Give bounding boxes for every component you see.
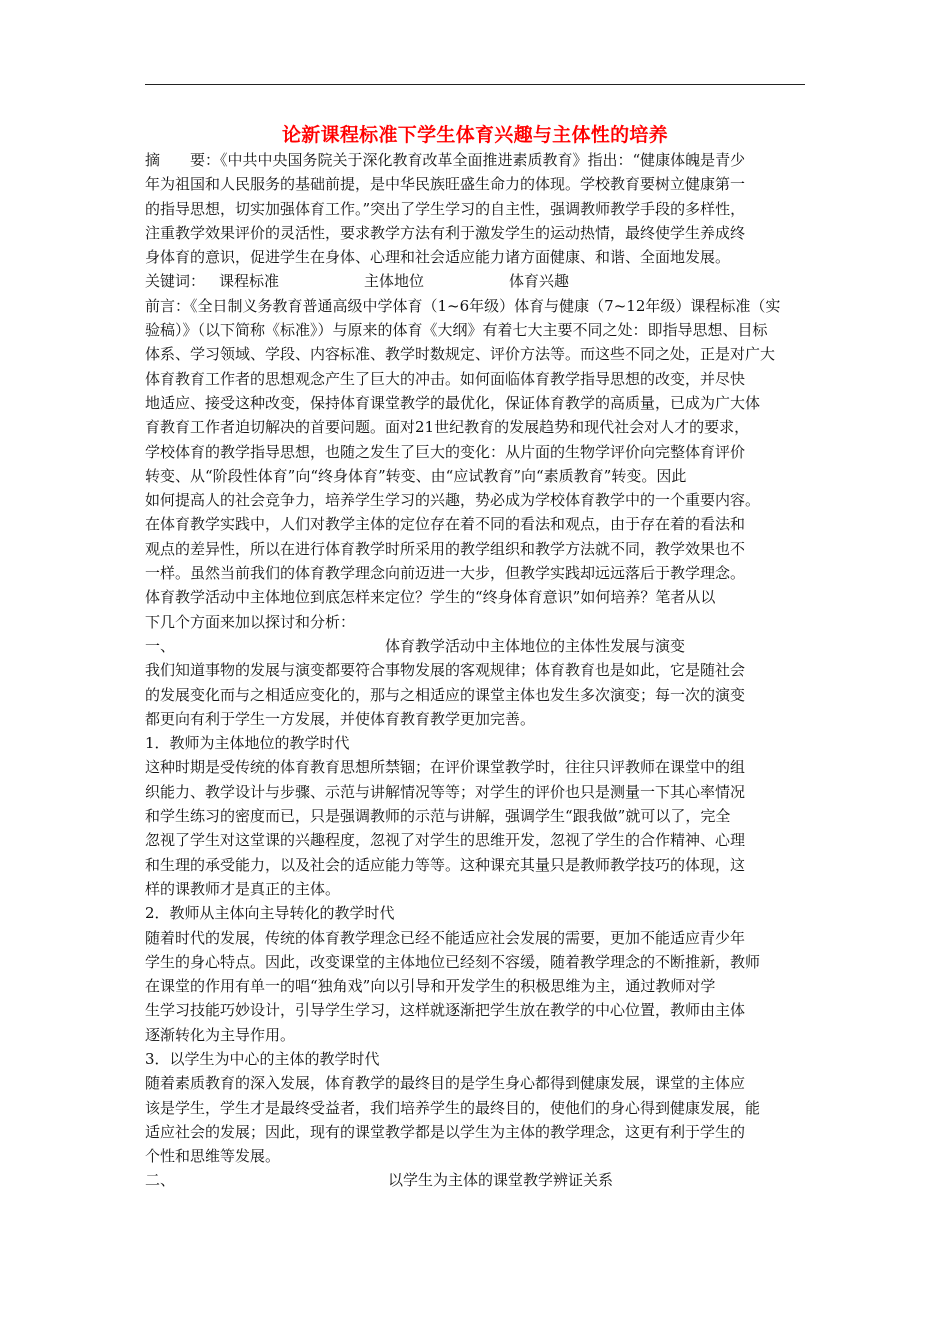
preface-line: 下几个方面来加以探讨和分析： <box>145 612 356 631</box>
section-number: 一、 <box>145 636 176 655</box>
subsection-1-heading: 1．教师为主体地位的教学时代 <box>145 734 350 753</box>
paragraph-line: 的发展变化而与之相适应变化的，那与之相适应的课堂主体也发生多次演变；每一次的演变 <box>145 685 746 704</box>
abstract-line: 摘 要：《中共中央国务院关于深化教育改革全面推进素质教育》指出：“健康体魄是青少 <box>145 151 746 169</box>
keyword-item: 课程标准 <box>219 272 280 291</box>
preface-line: 转变、从“阶段性体育”向“终身体育”转变、由“应试教育”向“素质教育”转变。因此 <box>145 466 687 485</box>
keywords-label: 关键词： <box>145 272 206 291</box>
header-rule <box>145 84 805 85</box>
abstract <box>145 148 811 269</box>
paragraph-line: 随着素质教育的深入发展，体育教学的最终目的是学生身心都得到健康发展，课堂的主体应 <box>145 1074 746 1093</box>
preface-line: 学校体育的教学指导思想，也随之发生了巨大的变化：从片面的生物学评价向完整体育评价 <box>145 442 746 461</box>
abstract-line: 注重教学效果评价的灵活性，要求教学方法有利于激发学生的运动热情，最终使学生养成终 <box>145 223 746 242</box>
preface-line: 体系、学习领域、学段、内容标准、教学时数规定、评价方法等。而这些不同之处，正是对广大 <box>145 345 776 364</box>
abstract-line: 年为祖国和人民服务的基础前提，是中华民族旺盛生命力的体现。学校教育要树立健康第一 <box>145 175 746 194</box>
preface-line: 体育教育工作者的思想观念产生了巨大的冲击。如何面临体育教学指导思想的改变，并尽快 <box>145 369 746 388</box>
section-1-heading <box>145 634 811 658</box>
preface-line: 验稿）》（以下简称《标准》）与原来的体育《大纲》有着七大主要不同之处：即指导思想、目标 <box>145 321 768 340</box>
paragraph-line: 忽视了学生对这堂课的兴趣程度，忽视了对学生的思维开发，忽视了学生的合作精神、心理 <box>145 831 746 850</box>
paragraph-line: 我们知道事物的发展与演变都要符合事物发展的客观规律；体育教育也是如此，它是随社会 <box>145 661 746 680</box>
abstract-line: 身体育的意识，促进学生在身体、心理和社会适应能力诸方面健康、和谐、全面地发展。 <box>145 248 731 267</box>
subsection-3-heading: 3．以学生为中心的主体的教学时代 <box>145 1049 380 1068</box>
document-title: 论新课程标准下学生体育兴趣与主体性的培养 <box>281 124 668 146</box>
section-title: 以学生为主体的课堂教学辨证关系 <box>388 1171 614 1190</box>
preface-line: 地适应、接受这种改变，保持体育课堂教学的最优化，保证体育教学的高质量，已成为广大体 <box>145 393 761 412</box>
paragraph-line: 在课堂的作用有单一的唱“独角戏”向以引导和开发学生的积极思维为主，通过教师对学 <box>145 977 716 996</box>
subsection-2-heading: 2．教师从主体向主导转化的教学时代 <box>145 904 395 923</box>
section-1-intro <box>145 658 811 731</box>
paragraph-line: 该是学生，学生才是最终受益者，我们培养学生的最终目的，使他们的身心得到健康发展，能 <box>145 1098 761 1117</box>
subsection-2-body <box>145 926 811 1047</box>
paragraph-line: 适应社会的发展；因此，现有的课堂教学都是以学生为主体的教学理念，这更有利于学生的 <box>145 1122 746 1141</box>
paragraph-line: 和生理的承受能力，以及社会的适应能力等等。这种课充其量只是教师教学技巧的体现，这 <box>145 855 746 874</box>
preface-line: 一样。虽然当前我们的体育教学理念向前迈进一大步，但教学实践却远远落后于教学理念。 <box>145 564 746 583</box>
preface-line: 在体育教学实践中，人们对教学主体的定位存在着不同的看法和观点，由于存在着的看法和 <box>145 515 746 534</box>
preface <box>145 294 811 634</box>
paragraph-line: 织能力、教学设计与步骤、示范与讲解情况等等；对学生的评价也只是测量一下其心率情况 <box>145 782 746 801</box>
paragraph-line: 逐渐转化为主导作用。 <box>145 1025 296 1044</box>
abstract-line: 的指导思想，切实加强体育工作。”突出了学生学习的自主性，强调教师教学手段的多样性， <box>145 199 746 218</box>
section-2-heading <box>145 1168 811 1192</box>
document-body <box>145 148 811 1193</box>
keyword-item: 主体地位 <box>364 272 425 291</box>
paragraph-line: 学生的身心特点。因此，改变课堂的主体地位已经刻不容缓，随着教学理念的不断推新，教师 <box>145 952 761 971</box>
preface-line: 育教育工作者迫切解决的首要问题。面对21世纪教育的发展趋势和现代社会对人才的要求， <box>145 418 750 437</box>
section-title: 体育教学活动中主体地位的主体性发展与演变 <box>385 636 686 655</box>
paragraph-line: 这种时期是受传统的体育教育思想所禁锢；在评价课堂教学时，往往只评教师在课堂中的组 <box>145 758 746 777</box>
paragraph-line: 和学生练习的密度而已，只是强调教师的示范与讲解，强调学生“跟我做”就可以了，完全 <box>145 807 731 826</box>
preface-line: 体育教学活动中主体地位到底怎样来定位？学生的“终身体育意识”如何培养？笔者从以 <box>145 588 716 607</box>
paragraph-line: 随着时代的发展，传统的体育教学理念已经不能适应社会发展的需要，更加不能适应青少年 <box>145 928 746 947</box>
preface-line: 前言：《全日制义务教育普通高级中学体育（1~6年级）体育与健康（7~12年级）课程标准（实 <box>145 296 781 315</box>
paragraph-line: 样的课教师才是真正的主体。 <box>145 879 341 898</box>
preface-line: 如何提高人的社会竞争力，培养学生学习的兴趣，势必成为学校体育教学中的一个重要内容。 <box>145 491 761 510</box>
subsection-3-body <box>145 1071 811 1168</box>
keywords <box>145 269 811 293</box>
paragraph-line: 个性和思维等发展。 <box>145 1147 281 1166</box>
keyword-item: 体育兴趣 <box>509 272 570 291</box>
paragraph-line: 生学习技能巧妙设计，引导学生学习，这样就逐渐把学生放在教学的中心位置，教师由主体 <box>145 1001 746 1020</box>
preface-line: 观点的差异性，所以在进行体育教学时所采用的教学组织和教学方法就不同，教学效果也不 <box>145 539 746 558</box>
paragraph-line: 都更向有利于学生一方发展，并使体育教育教学更加完善。 <box>145 709 536 728</box>
section-number: 二、 <box>145 1171 176 1190</box>
subsection-1-body <box>145 755 811 901</box>
